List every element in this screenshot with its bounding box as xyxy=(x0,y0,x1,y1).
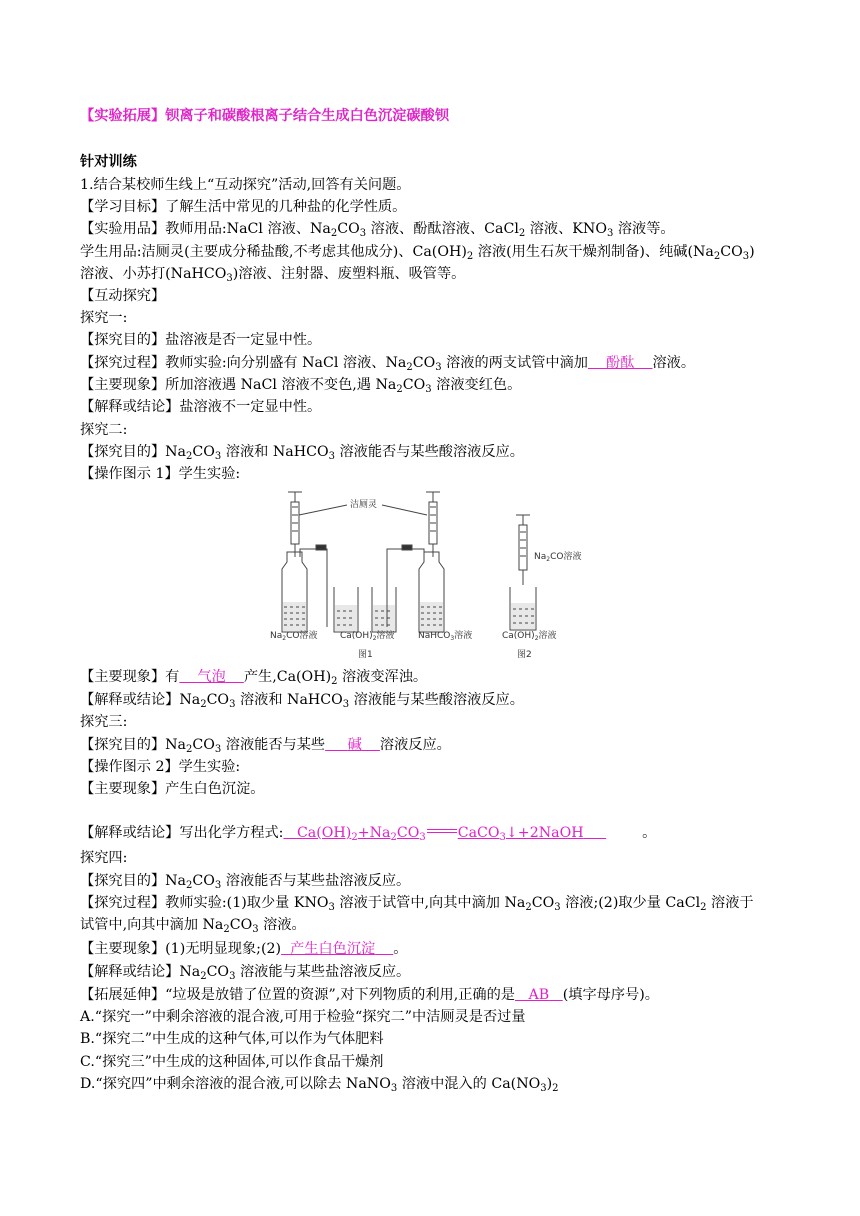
answer-blank xyxy=(588,355,652,371)
inquiry4-process xyxy=(80,893,754,913)
subscript: 2 xyxy=(331,676,338,687)
option-a: A.“探究一”中剩余溶液的混合液,可用于检验“探究二”中洁厕灵是否过量 xyxy=(80,1009,526,1025)
answer-text: 产生白色沉淀 xyxy=(290,941,376,957)
subscript: 2 xyxy=(518,228,526,239)
phenomenon-text: 。 xyxy=(393,941,408,957)
answer-text: 碱 xyxy=(347,737,362,753)
option-d-text: 溶液中混入的 Ca(NO xyxy=(397,1076,541,1092)
purpose-text: 溶液能否与某些 xyxy=(221,737,326,753)
subscript: 2 xyxy=(552,1083,559,1094)
conclusion-text: 盐溶液不一定显中性。 xyxy=(179,399,322,415)
conclusion-label: 【解释或结论】 xyxy=(80,399,180,415)
equation-part: Ca(OH) xyxy=(296,825,352,841)
inquiry4-phenomenon xyxy=(80,939,407,959)
phenomenon-text: 产生白色沉淀。 xyxy=(165,781,265,797)
subscript: 2 xyxy=(700,902,707,913)
extension-question xyxy=(80,985,659,1005)
supplies-text: 溶液等。 xyxy=(613,221,675,237)
subscript: 3 xyxy=(328,451,335,462)
student-supplies-line-2 xyxy=(80,264,465,284)
subscript: 3 xyxy=(226,273,233,284)
inquiry4-title: 探究四: xyxy=(80,850,128,866)
inquiry1-purpose xyxy=(80,330,321,350)
supplies-label: 【实验用品】 xyxy=(80,221,166,237)
process-text: 试管中,向其中滴加 Na xyxy=(80,917,224,933)
process-text: CO xyxy=(229,917,253,933)
inquiry4-purpose xyxy=(80,871,410,891)
diagram-label: 【操作图示 2】 xyxy=(80,759,179,775)
conclusion-text: 写出化学方程式: xyxy=(179,825,284,841)
purpose-text: 溶液能否与某些盐溶液反应。 xyxy=(221,873,411,889)
subscript: 3 xyxy=(229,971,236,982)
experiment-extension-line xyxy=(80,106,449,126)
conclusion-text: 溶液能与某些盐溶液反应。 xyxy=(235,964,411,980)
student-supplies-text: CO xyxy=(720,244,743,260)
purpose-label: 【探究目的】 xyxy=(80,873,166,889)
label-syringe-na2co3: $Na_2CO$溶液 xyxy=(534,552,582,563)
option-d-text: D.“探究四”中剩余溶液的混合液,可以除去 NaNO xyxy=(80,1076,391,1092)
subscript: 3 xyxy=(390,1083,398,1094)
subscript: 3 xyxy=(214,880,222,891)
process-text: 溶液的两支试管中滴加 xyxy=(441,355,588,371)
process-text: CO xyxy=(531,895,555,911)
phenomenon-label: 【主要现象】 xyxy=(80,941,166,957)
subscript: 3 xyxy=(425,384,432,395)
purpose-text: Na xyxy=(165,737,187,753)
label-na2co3: $Na_2CO$溶液 xyxy=(270,631,318,642)
goal-label: 【学习目标】 xyxy=(80,199,166,215)
purpose-text: Na xyxy=(165,444,187,460)
subscript: 3 xyxy=(328,902,335,913)
process-text: 溶液于 xyxy=(706,895,754,911)
student-supplies-text: ) xyxy=(749,244,755,260)
subscript: 3 xyxy=(435,362,442,373)
purpose-label: 【探究目的】 xyxy=(80,332,166,348)
label-caoh2: $Ca(OH)_2$溶液 xyxy=(340,631,395,642)
inquiry3-conclusion xyxy=(80,823,656,843)
answer-text: 酚酞 xyxy=(606,355,635,371)
phenomenon-text: 产生,Ca(OH) xyxy=(243,669,332,685)
purpose-text: 溶液能否与某些酸溶液反应。 xyxy=(334,444,524,460)
answer-blank xyxy=(325,737,380,753)
conclusion-text: 溶液和 NaHCO xyxy=(235,692,343,708)
subscript: 2 xyxy=(200,699,207,710)
supplies-line xyxy=(80,219,675,239)
inquiry3-purpose xyxy=(80,735,451,755)
answer-blank xyxy=(179,669,243,685)
supplies-text: 溶液、KNO xyxy=(525,221,607,237)
diagram-text: 学生实验: xyxy=(178,466,241,482)
interactive-label: 【互动探究】 xyxy=(80,288,166,304)
conclusion-text: CO xyxy=(206,964,230,980)
inquiry1-process xyxy=(80,353,695,373)
inquiry1-conclusion xyxy=(80,397,321,417)
subscript: 2 xyxy=(186,880,193,891)
phenomenon-label: 【主要现象】 xyxy=(80,781,166,797)
process-label: 【探究过程】 xyxy=(80,355,166,371)
label-fig1: 图1 xyxy=(358,650,373,660)
subscript: 2 xyxy=(466,251,474,262)
equals-double-line xyxy=(427,829,457,833)
inquiry3-diagram-line xyxy=(80,757,240,777)
subscript: 2 xyxy=(186,744,193,755)
phenomenon-text: 溶液变红色。 xyxy=(431,377,522,393)
left-syringe xyxy=(288,492,302,557)
process-text: 教师实验:(1)取少量 KNO xyxy=(165,895,329,911)
equation-part: CO xyxy=(396,825,420,841)
subscript: 2 xyxy=(396,384,403,395)
right-syringe xyxy=(426,492,440,557)
student-supplies-text: 溶液(用生石灰干燥剂制备)、纯碱(Na xyxy=(473,244,714,260)
extension-q-text: (填字母序号)。 xyxy=(562,987,659,1003)
question-stem: 1.结合某校师生线上“互动探究”活动,回答有关问题。 xyxy=(80,177,411,193)
subscript: 2 xyxy=(713,251,721,262)
phenomenon-text: 有 xyxy=(165,669,180,685)
subscript: 3 xyxy=(606,228,614,239)
label-cleaner: 洁厕灵 xyxy=(350,500,378,510)
option-c: C.“探究三”中生成的这种固体,可以作食品干燥剂 xyxy=(80,1054,384,1070)
process-text: CO xyxy=(412,355,436,371)
answer-text: 气泡 xyxy=(197,669,226,685)
extension-q-text: “垃圾是放错了位置的资源”,对下列物质的利用,正确的是 xyxy=(165,987,515,1003)
conclusion-text: 溶液能与某些酸溶液反应。 xyxy=(349,692,524,708)
answer-blank xyxy=(281,941,393,957)
process-text: 溶液于试管中,向其中滴加 Na xyxy=(334,895,526,911)
subscript: 2 xyxy=(200,971,207,982)
inquiry3-title: 探究三: xyxy=(80,714,128,730)
equation-part: +Na xyxy=(357,825,391,841)
answer-blank xyxy=(515,987,563,1003)
subscript: 2 xyxy=(390,832,397,843)
option-d xyxy=(80,1074,559,1094)
student-supplies-text: )溶液、注射器、废塑料瓶、吸管等。 xyxy=(232,266,466,282)
extension-label: 【实验拓展】 xyxy=(80,108,166,124)
label-nahco3: NaHCO$_3$溶液 xyxy=(418,631,473,642)
fig2-syringe xyxy=(516,515,530,585)
label-fig2: 图2 xyxy=(517,650,532,660)
purpose-text: 盐溶液是否一定显中性。 xyxy=(165,332,322,348)
purpose-text: Na xyxy=(165,873,187,889)
purpose-text: 溶液反应。 xyxy=(379,737,451,753)
goal-text: 了解生活中常见的几种盐的化学性质。 xyxy=(165,199,407,215)
subscript: 3 xyxy=(499,832,506,843)
extension-q-label: 【拓展延伸】 xyxy=(80,987,166,1003)
process-text: 溶液;(2)取少量 CaCl xyxy=(560,895,701,911)
student-supplies-text: 学生用品:洁厕灵(主要成分稀盐酸,不考虑其他成分)、Ca(OH) xyxy=(80,244,467,260)
inquiry4-process-2 xyxy=(80,915,306,935)
phenomenon-text: CO xyxy=(402,377,426,393)
conclusion-label: 【解释或结论】 xyxy=(80,964,180,980)
learning-goal-line xyxy=(80,197,406,217)
student-supplies-line xyxy=(80,242,755,262)
subscript: 3 xyxy=(554,902,561,913)
purpose-label: 【探究目的】 xyxy=(80,737,166,753)
left-bottle xyxy=(282,552,307,632)
inquiry2-phenomenon xyxy=(80,667,427,687)
subscript: 3 xyxy=(742,251,750,262)
conclusion-label: 【解释或结论】 xyxy=(80,692,180,708)
beaker-1 xyxy=(334,587,358,632)
inquiry2-title: 探究二: xyxy=(80,422,128,438)
supplies-text: 教师用品:NaCl 溶液、Na xyxy=(165,221,331,237)
equation-end: 。 xyxy=(642,825,657,841)
inquiry1-phenomenon xyxy=(80,375,521,395)
conclusion-text: CO xyxy=(206,692,230,708)
subscript: 3 xyxy=(252,924,259,935)
subscript: 2 xyxy=(330,228,338,239)
phenomenon-label: 【主要现象】 xyxy=(80,669,166,685)
conclusion-text: Na xyxy=(179,692,201,708)
subscript: 3 xyxy=(359,228,367,239)
supplies-text: CO xyxy=(337,221,360,237)
subscript: 2 xyxy=(223,924,230,935)
equation-part: CaCO xyxy=(457,825,500,841)
subscript: 3 xyxy=(214,744,222,755)
fig2-beaker xyxy=(510,587,536,630)
purpose-label: 【探究目的】 xyxy=(80,444,166,460)
process-text: 溶液。 xyxy=(652,355,696,371)
subscript: 3 xyxy=(229,699,236,710)
subscript: 2 xyxy=(406,362,413,373)
section-title: 针对训练 xyxy=(80,154,137,170)
right-bottle xyxy=(419,552,444,632)
subscript: 3 xyxy=(419,832,426,843)
diagram-label: 【操作图示 1】 xyxy=(80,466,179,482)
option-b: B.“探究二”中生成的这种气体,可以作为气体肥料 xyxy=(80,1031,384,1047)
beaker-2 xyxy=(372,587,396,632)
supplies-text: 溶液、酚酞溶液、CaCl xyxy=(366,221,519,237)
extension-text: 钡离子和碳酸根离子结合生成白色沉淀碳酸钡 xyxy=(165,108,449,124)
inquiry3-phenomenon xyxy=(80,779,264,799)
subscript: 2 xyxy=(525,902,532,913)
process-text: 溶液。 xyxy=(258,917,306,933)
equation-part: ↓+2NaOH xyxy=(505,825,584,841)
right-clip xyxy=(402,545,412,550)
purpose-text: CO xyxy=(192,873,215,889)
option-d-text: ) xyxy=(546,1076,553,1092)
equation-answer xyxy=(283,825,606,841)
purpose-text: CO xyxy=(192,444,215,460)
process-text: 教师实验:向分别盛有 NaCl 溶液、Na xyxy=(165,355,407,371)
subscript: 3 xyxy=(214,451,222,462)
conclusion-text: Na xyxy=(179,964,201,980)
phenomenon-text: (1)无明显现象;(2) xyxy=(165,941,282,957)
phenomenon-text: 溶液变浑浊。 xyxy=(337,669,428,685)
inquiry1-title: 探究一: xyxy=(80,310,128,326)
purpose-text: CO xyxy=(192,737,215,753)
experiment-figure xyxy=(262,487,582,662)
phenomenon-label: 【主要现象】 xyxy=(80,377,166,393)
answer-text: AB xyxy=(528,987,550,1003)
subscript: 3 xyxy=(342,699,350,710)
purpose-text: 溶液和 NaHCO xyxy=(221,444,329,460)
conclusion-label: 【解释或结论】 xyxy=(80,825,180,841)
process-label: 【探究过程】 xyxy=(80,895,166,911)
subscript: 3 xyxy=(540,1083,547,1094)
subscript: 2 xyxy=(186,451,193,462)
subscript: 2 xyxy=(351,832,358,843)
inquiry2-conclusion xyxy=(80,690,524,710)
left-clip xyxy=(316,545,326,550)
inquiry2-purpose xyxy=(80,442,524,462)
inquiry4-conclusion xyxy=(80,962,410,982)
phenomenon-text: 所加溶液遇 NaCl 溶液不变色,遇 Na xyxy=(165,377,397,393)
label-fig2-caoh2: $Ca(OH)_2$溶液 xyxy=(502,631,557,642)
student-supplies-text: 溶液、小苏打(NaHCO xyxy=(80,266,227,282)
diagram-text: 学生实验: xyxy=(178,759,241,775)
inquiry2-diagram-line xyxy=(80,464,240,484)
